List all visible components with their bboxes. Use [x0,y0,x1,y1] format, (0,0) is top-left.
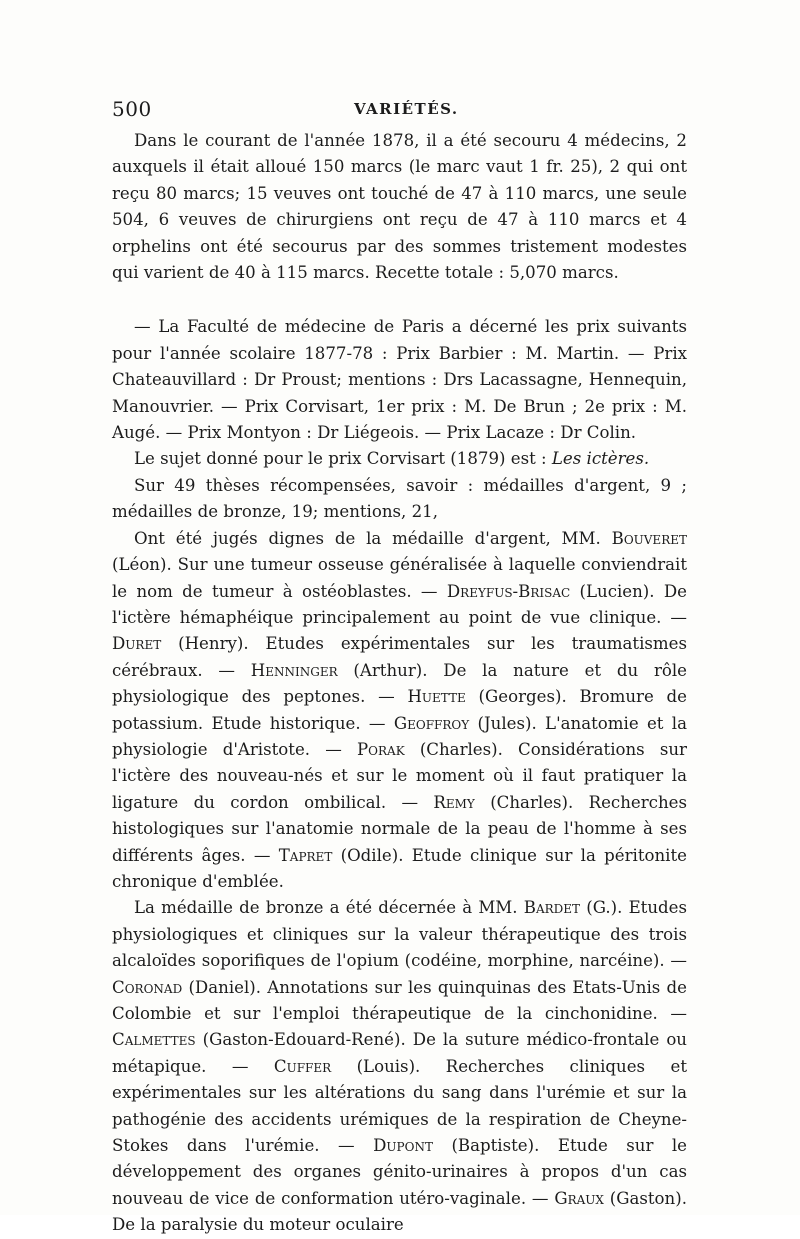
page-number: 500 [112,97,152,121]
text-run: (Charles). Considérations sur l'ictère des nouveau-nés et sur le moment où il faut pratiquer la ligature du cordon ombilical. — [112,739,687,812]
text-run: (Lucien). De l'ictère hémaphéique principalement au point de vue clinique. — [112,581,687,627]
paragraph-theses [112,473,687,526]
author-name: Remy [433,792,475,812]
author-name: Geoffroy [393,713,470,733]
text-run: (Georges). Bromure de potassium. Etude historique. — [112,687,687,733]
author-name: Dupont [373,1136,433,1156]
italic-title: Les ictères. [551,449,650,469]
text-run: (Henry). Etudes expérimentales sur les traumatismes cérébraux. — [112,634,687,680]
text-run: (Gaston). De la paralysie du moteur oculaire [112,1188,687,1235]
text-run: Sur 49 thèses récompensées, savoir : médailles d'argent, 9 ; médailles de bronze, 19; mentions, 21, [112,475,687,522]
text-run: (Gaston-Edouard-René). De la suture médico-frontale ou métapique. — [112,1030,687,1076]
author-name: Duret [112,634,162,654]
paragraph-prix-faculte [112,314,687,446]
text-run: (Jules). L'anatomie et la physiologie d'Aristote. — [112,713,687,759]
author-name: Bouveret [611,528,687,548]
author-name: Calmettes [112,1030,196,1050]
text-run: — La Faculté de médecine de Paris a décerné les prix suivants pour l'année scolaire 1877-78 : Prix Barbier : M. Martin. — Prix Chateauvillard : Dr Proust; mentions : Drs Lacassagne, Hennequin, Manouvrier. — Prix Corvisart, 1er prix : M. De Brun ; 2e prix : M. Augé. — Prix Montyon : Dr Liégeois. — Prix Lacaze : Dr Colin. [112,317,687,443]
text-run: (G.). Etudes physiologiques et cliniques sur la valeur thérapeutique des trois alcaloïdes soporifiques de l'opium (codéine, morphine, narcéine). — [112,898,687,971]
author-name: Coronad [112,977,183,997]
paragraph-sujet-corvisart [112,446,687,472]
text-run: (Louis). Recherches cliniques et expérimentales sur les altérations du sang dans l'urémie et sur la pathogénie des accidents urémiques de la respiration de Cheyne-Stokes dans l'urémie. — [112,1056,687,1156]
paragraph-medaille-argent [112,526,687,896]
author-name: Bardet [523,898,581,918]
text-run: (Baptiste). Etude sur le développement des organes génito-urinaires à propos d'un cas nouveau de vice de conformation utéro-vaginale. — [112,1136,687,1208]
text-run: (Arthur). De la nature et du rôle physiologique des peptones. — [112,660,687,707]
paragraph-medaille-bronze [112,895,687,1238]
text-run: (Léon). Sur une tumeur osseuse généralisée à laquelle conviendrait le nom de tumeur à ostéoblastes. — [112,555,687,601]
text-run: (Daniel). Annotations sur les quinquinas des Etats-Unis de Colombie et sur l'emploi thérapeutique de la cinchonidine. — [112,977,687,1023]
text-run: Ont été jugés dignes de la médaille d'argent, MM. [134,528,612,548]
text-run: La médaille de bronze a été décernée à MM. [134,898,524,918]
page-header [112,97,687,125]
paragraph-secours [112,128,687,286]
text-run: Dans le courant de l'année 1878, il a été secouru 4 médecins, 2 auxquels il était alloué 150 marcs (le marc vaut 1 fr. 25), 2 qui ont reçu 80 marcs; 15 veuves ont touché de 47 à 110 marcs, une seule 504, 6 veuves de chirurgiens ont reçu de 47 à 110 marcs et 4 orphelins ont été secourus par des sommes tristement modestes qui varient de 40 à 115 marcs. Recette totale : 5,070 marcs. [112,131,687,283]
body-text [112,128,687,1239]
author-name: Graux [554,1188,604,1208]
running-head: VARIÉTÉS. [354,100,459,118]
text-run: (Charles). Recherches histologiques sur l'anatomie normale de la peau de l'homme à ses différents âges. — [112,792,687,865]
author-name: Cuffer [273,1056,332,1076]
author-name: Huette [407,687,466,707]
text-run: Le sujet donné pour le prix Corvisart (1879) est : [134,449,552,469]
author-name: Dreyfus-Brisac [446,581,571,601]
author-name: Henninger [250,660,338,680]
text-run: (Odile). Etude clinique sur la péritonite chronique d'emblée. [112,845,687,891]
author-name: Porak [356,739,405,759]
author-name: Tapret [278,845,333,865]
